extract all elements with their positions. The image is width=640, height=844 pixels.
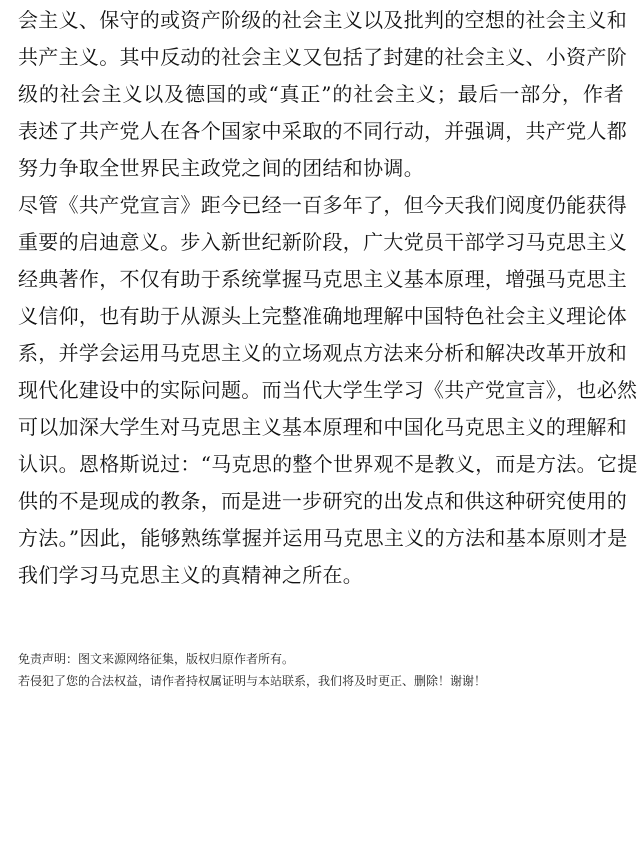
text-line: 义信仰，也有助于从源头上完整准确地理解中国特色社会主义理论体 (18, 304, 627, 328)
text-line: 努力争取全世界民主政党之间的团结和协调。 (18, 156, 424, 180)
text-line: 现代化建设中的实际问题。而当代大学生学习《共产党宣言》，也必然 (18, 378, 638, 402)
text-line: 我们学习马克思主义的真精神之所在。 (18, 563, 364, 587)
text-line: 表述了共产党人在各个国家中采取的不同行动，并强调，共产党人都 (18, 119, 627, 143)
text-line: 级的社会主义以及德国的或“真正”的社会主义；最后一部分，作者 (18, 82, 624, 106)
paragraph-2 (18, 187, 638, 594)
text-line: 尽管《共产党宣言》距今已经一百多年了，但今天我们阅度仍能获得 (18, 193, 627, 217)
text-line: 共产主义。其中反动的社会主义又包括了封建的社会主义、小资产阶 (18, 45, 627, 69)
disclaimer-line-1: 免责声明：图文来源网络征集，版权归原作者所有。 (18, 652, 295, 666)
text-line: 供的不是现成的教条，而是进一步研究的出发点和供这种研究使用的 (18, 489, 627, 513)
text-line: 方法。”因此，能够熟练掌握并运用马克思主义的方法和基本原则才是 (18, 526, 628, 550)
text-line: 会主义、保守的或资产阶级的社会主义以及批判的空想的社会主义和 (18, 8, 627, 32)
disclaimer (18, 648, 486, 692)
text-line: 系，并学会运用马克思主义的立场观点方法来分析和解决改革开放和 (18, 341, 627, 365)
text-line: 经典著作，不仅有助于系统掌握马克思主义基本原理，增强马克思主 (18, 267, 627, 291)
text-line: 可以加深大学生对马克思主义基本原理和中国化马克思主义的理解和 (18, 415, 627, 439)
text-line: 重要的启迪意义。步入新世纪新阶段，广大党员干部学习马克思主义 (18, 230, 627, 254)
text-line: 认识。恩格斯说过：“马克思的整个世界观不是教义，而是方法。它提 (18, 452, 638, 476)
disclaimer-line-2: 若侵犯了您的合法权益，请作者持权属证明与本站联系，我们将及时更正、删除！谢谢！ (18, 674, 487, 688)
paragraph-1 (18, 2, 627, 187)
